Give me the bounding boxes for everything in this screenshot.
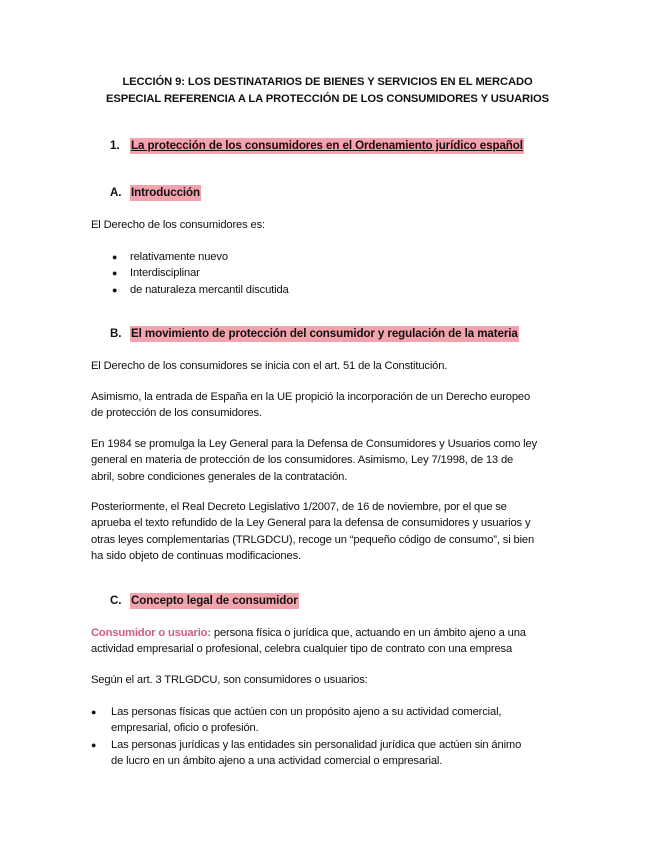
list-item-text: de naturaleza mercantil discutida [130,283,289,296]
list-item-text: relativamente nuevo [130,251,228,263]
list-item [91,737,521,770]
section-b-paragraph-3 [91,436,571,485]
list-item-text: Las personas jurídicas y las entidades sin personalidad jurídica que actúen sin ánimo [111,738,522,751]
section-c-letter: C. [110,594,122,607]
bullet-icon: ● [91,707,97,717]
section-a-title: Introducción [131,186,201,199]
section-b-paragraph-4 [91,499,571,564]
paragraph-line: abril, sobre condiciones generales de la contratación. [91,470,348,483]
section-b-paragraph-1 [91,358,571,374]
section-1-title: La protección de los consumidores en el Ordenamiento jurídico español [131,139,523,152]
section-a-letter: A. [110,186,122,199]
lesson-title-line-1: LECCIÓN 9: LOS DESTINATARIOS DE BIENES Y SERVICIOS EN EL MERCADO [122,76,533,88]
paragraph-line: Asimismo, la entrada de España en la UE propició la incorporación de un Derecho europeo [91,391,531,403]
section-b-letter: B. [110,327,122,340]
paragraph-line: general en materia de protección de los consumidores. Asimismo, Ley 7/1998, de 13 de [91,454,514,467]
list-item-text: Interdisciplinar [130,267,200,280]
list-item [112,265,289,281]
consumer-term: Consumidor o usuario: [91,627,211,639]
definition-text: persona física o jurídica que, actuando en un ámbito ajeno a una [210,627,526,639]
section-b-paragraph-2 [91,389,571,422]
section-c-title: Concepto legal de consumidor [131,594,298,607]
section-c-bullet-list [91,704,521,769]
paragraph-line: En 1984 se promulga la Ley General para la Defensa de Consumidores y Usuarios como ley [91,438,538,450]
section-c-heading [110,594,299,607]
paragraph-line [91,625,571,641]
section-a-intro [91,217,571,233]
paragraph-line: actividad empresarial o profesional, celebra cualquier tipo de contrato con una empresa [91,643,513,656]
bullet-icon: ● [91,739,97,750]
list-item [112,282,289,298]
bullet-icon: ● [112,252,118,262]
section-b-title: El movimiento de protección del consumidor y regulación de la materia [131,327,518,340]
paragraph-line: Según el art. 3 TRLGDCU, son consumidores o usuarios: [91,674,368,686]
section-1-number: 1. [110,139,120,152]
list-item [112,249,289,265]
lesson-title-line-2: ESPECIAL REFERENCIA A LA PROTECCIÓN DE LOS CONSUMIDORES Y USUARIOS [105,93,550,105]
list-item-text: de lucro en un ámbito ajeno a una actividad comercial o empresarial. [111,754,443,767]
section-b-heading [110,327,519,340]
list-item [91,704,521,737]
section-a-bullet-list [112,249,289,298]
paragraph-line: otras leyes complementarias (TRLGDCU), recoge un “pequeño código de consumo”, si bien [91,533,535,546]
bullet-icon: ● [112,268,118,279]
section-a-heading [110,186,201,199]
article-3-intro [91,672,571,688]
paragraph-line: ha sido objeto de continuas modificaciones. [91,549,301,562]
section-1-heading [110,139,524,152]
consumer-definition [91,625,571,658]
paragraph-line: de protección de los consumidores. [91,407,262,420]
paragraph-line: aprueba el texto refundido de la Ley General para la defensa de consumidores y usuarios y [91,517,531,530]
list-item-text: Las personas físicas que actúen con un propósito ajeno a su actividad comercial, [111,706,502,718]
paragraph-line: El Derecho de los consumidores se inicia con el art. 51 de la Constitución. [91,360,448,372]
section-a-intro-text: El Derecho de los consumidores es: [91,219,265,231]
bullet-icon: ● [112,284,118,295]
list-item-text: empresarial, oficio o profesión. [111,722,259,735]
paragraph-line: Posteriormente, el Real Decreto Legislativo 1/2007, de 16 de noviembre, por el que se [91,501,507,513]
